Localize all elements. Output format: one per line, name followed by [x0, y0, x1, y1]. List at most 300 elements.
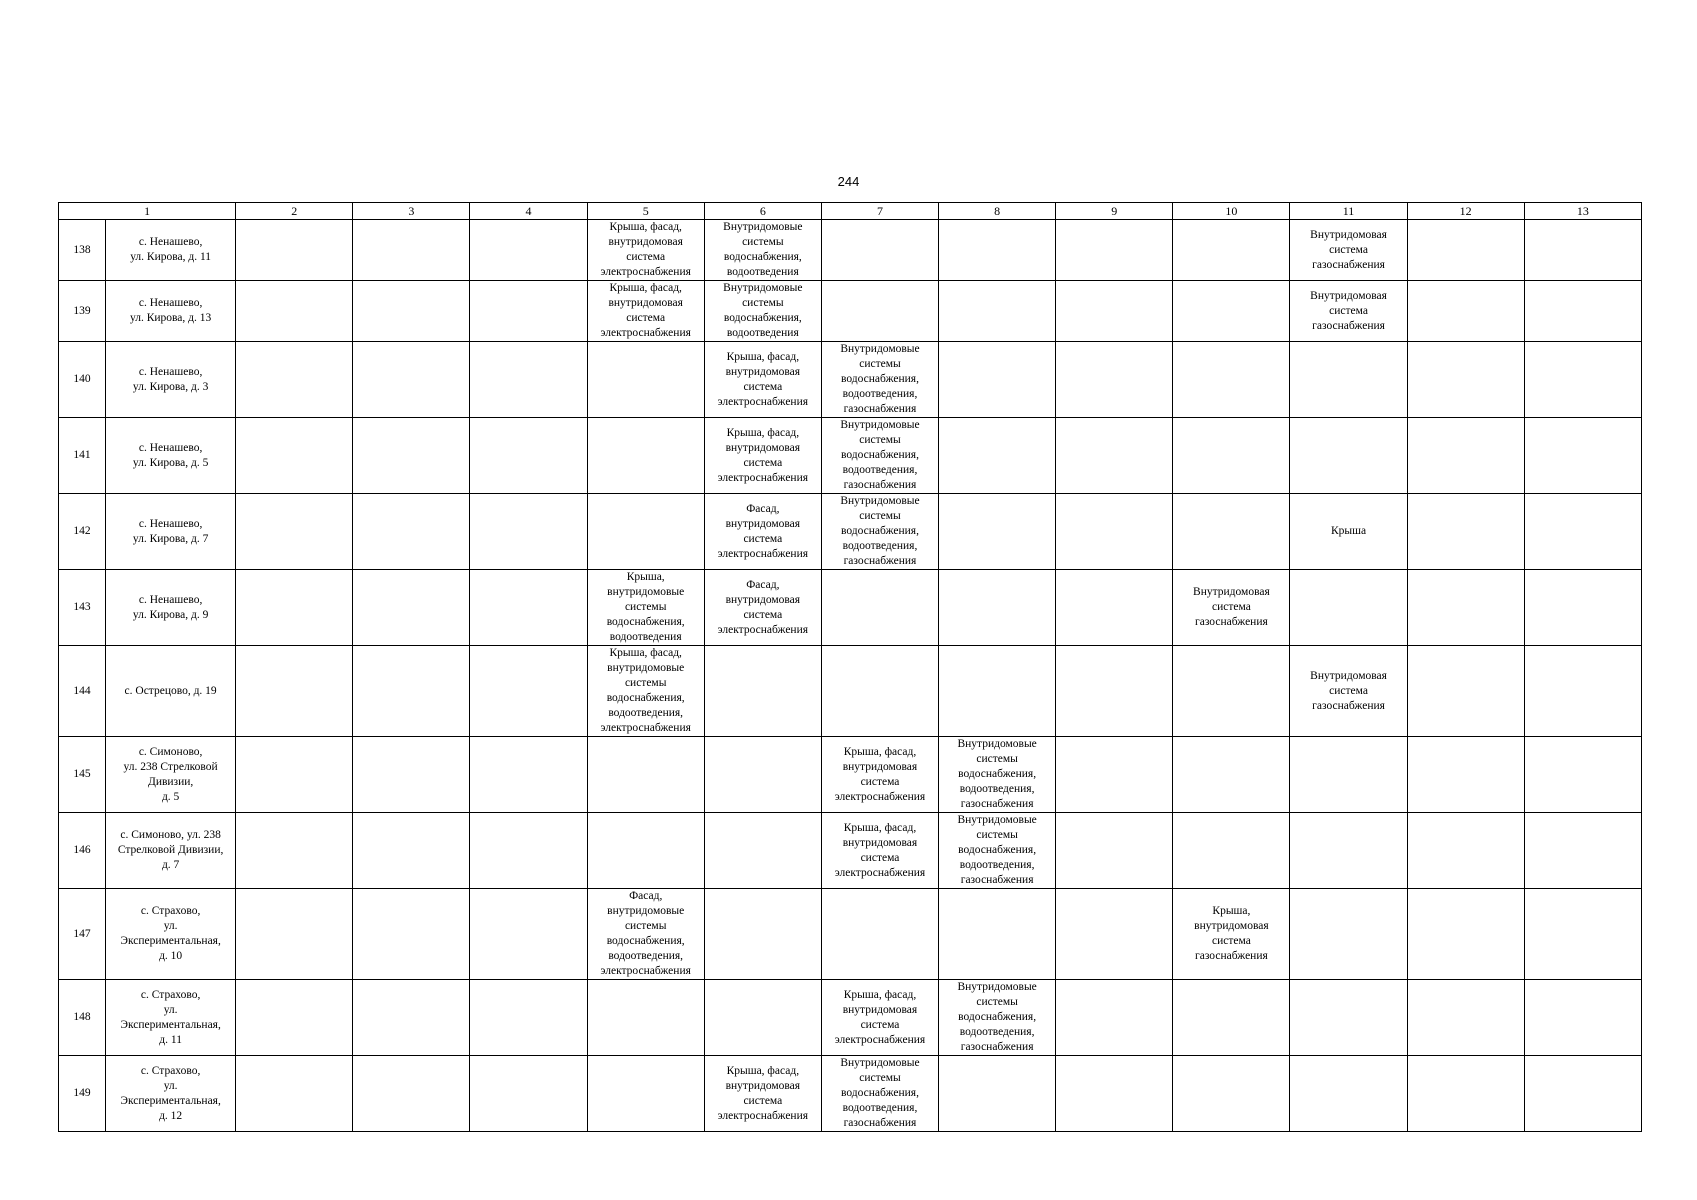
cell-col-3 [353, 1056, 470, 1132]
cell-text-line: Внутридомовые [957, 814, 1037, 826]
cell-text-line: Крыша, [1212, 905, 1251, 917]
cell-text-line: водоснабжения, [723, 312, 802, 324]
cell-col-4 [470, 980, 587, 1056]
cell-text-line: водоснабжения, [958, 1011, 1037, 1023]
cell-text-line: Внутридомовая [1310, 669, 1387, 682]
cell-text-line: Внутридомовые [723, 221, 803, 233]
cell-col-2 [236, 494, 353, 570]
address-cell [106, 342, 236, 418]
column-header-13: 13 [1524, 203, 1641, 220]
cell-text-line: электроснабжения [717, 395, 809, 408]
cell-col-8 [939, 889, 1056, 980]
cell-col-2 [236, 570, 353, 646]
cell-text-line: д. 5 [161, 790, 180, 803]
cell-text-line: газоснабжения [843, 555, 917, 567]
cell-col-6 [704, 342, 821, 418]
cell-col-2 [236, 889, 353, 980]
cell-col-4 [470, 813, 587, 889]
cell-col-8 [939, 418, 1056, 494]
table-row [59, 494, 1642, 570]
cell-text-line: внутридомовые [607, 662, 685, 674]
cell-col-7 [821, 220, 938, 281]
cell-col-2 [236, 646, 353, 737]
cell-text-line: водоснабжения, [840, 1087, 919, 1099]
cell-col-4 [470, 570, 587, 646]
cell-text-line: системы [976, 829, 1018, 841]
cell-text-line: Внутридомовые [840, 495, 920, 507]
cell-text-line: ул. [163, 1003, 178, 1016]
cell-text-line: д. 10 [159, 950, 183, 962]
cell-col-7 [821, 494, 938, 570]
cell-text-line: Внутридомовые [957, 981, 1037, 993]
cell-col-7 [821, 737, 938, 813]
cell-col-4 [470, 281, 587, 342]
cell-col-13 [1524, 220, 1641, 281]
cell-text-line: электроснабжения [834, 866, 926, 879]
cell-col-7 [821, 281, 938, 342]
address-cell [106, 570, 236, 646]
cell-col-6 [704, 570, 821, 646]
cell-col-11 [1290, 980, 1407, 1056]
cell-col-11 [1290, 646, 1407, 737]
cell-text-line: Крыша, фасад, [726, 426, 800, 439]
cell-col-12 [1407, 220, 1524, 281]
address-cell [106, 494, 236, 570]
cell-text-line: электроснабжения [600, 722, 691, 734]
table-row [59, 281, 1642, 342]
cell-col-6 [704, 889, 821, 980]
cell-text-line: системы [624, 601, 667, 613]
cell-col-4 [470, 342, 587, 418]
cell-text-line: с. Ненашево, [138, 236, 203, 248]
cell-text-line: внутридомовая [725, 517, 801, 530]
cell-col-7 [821, 813, 938, 889]
cell-col-4 [470, 646, 587, 737]
cell-text-line: водоотведения, [842, 388, 918, 400]
address-cell [106, 418, 236, 494]
cell-text-line: Внутридомовая [1193, 586, 1270, 598]
cell-col-8 [939, 342, 1056, 418]
cell-col-5 [587, 494, 704, 570]
cell-col-11 [1290, 281, 1407, 342]
cell-text-line: Фасад, [746, 502, 780, 515]
table-body [59, 220, 1642, 1132]
cell-col-13 [1524, 737, 1641, 813]
cell-text-line: система [626, 312, 666, 324]
cell-text-line: газоснабжения [960, 798, 1034, 810]
row-number: 147 [59, 889, 106, 980]
cell-col-12 [1407, 418, 1524, 494]
cell-col-7 [821, 889, 938, 980]
cell-text-line: газоснабжения [1312, 319, 1385, 332]
cell-text-line: ул. [163, 920, 178, 932]
cell-text-line: водоотведения, [608, 707, 684, 719]
cell-col-2 [236, 813, 353, 889]
cell-text-line: внутридомовая [725, 441, 801, 454]
cell-col-5 [587, 220, 704, 281]
cell-text-line: Фасад, [629, 890, 663, 902]
cell-text-line: система [1212, 601, 1251, 613]
cell-text-line: системы [859, 434, 901, 446]
cell-col-8 [939, 737, 1056, 813]
cell-col-5 [587, 646, 704, 737]
row-number: 138 [59, 220, 106, 281]
cell-col-8 [939, 220, 1056, 281]
cell-col-7 [821, 980, 938, 1056]
cell-text-line: система [743, 532, 783, 545]
cell-text-line: Внутридомовые [840, 419, 920, 431]
cell-text-line: внутридомовые [607, 905, 685, 917]
cell-text-line: газоснабжения [843, 479, 917, 491]
cell-text-line: с. Страхово, [140, 905, 201, 917]
cell-text-line: ул. Кирова, д. 3 [132, 380, 209, 393]
cell-col-6 [704, 813, 821, 889]
table-row [59, 646, 1642, 737]
cell-col-11 [1290, 220, 1407, 281]
cell-col-13 [1524, 889, 1641, 980]
cell-col-6 [704, 220, 821, 281]
cell-text-line: ул. Кирова, д. 5 [132, 456, 209, 469]
column-header-3: 3 [353, 203, 470, 220]
cell-text-line: система [743, 456, 783, 469]
cell-col-5 [587, 1056, 704, 1132]
cell-text-line: Крыша, [626, 571, 665, 583]
cell-text-line: Внутридомовые [723, 282, 803, 294]
cell-col-10 [1173, 418, 1290, 494]
cell-text-line: ул. Кирова, д. 9 [132, 608, 209, 621]
cell-text-line: система [1329, 684, 1368, 697]
cell-col-9 [1056, 1056, 1173, 1132]
cell-col-12 [1407, 281, 1524, 342]
cell-col-2 [236, 737, 353, 813]
cell-text-line: Крыша, фасад, [609, 647, 682, 659]
address-cell [106, 980, 236, 1056]
row-number: 149 [59, 1056, 106, 1132]
cell-col-5 [587, 980, 704, 1056]
cell-text-line: Крыша, фасад, [726, 350, 800, 363]
cell-col-13 [1524, 1056, 1641, 1132]
cell-col-13 [1524, 646, 1641, 737]
cell-col-11 [1290, 889, 1407, 980]
cell-col-6 [704, 737, 821, 813]
column-header-9: 9 [1056, 203, 1173, 220]
cell-col-8 [939, 570, 1056, 646]
cell-text-line: с. Симоново, ул. 238 [120, 829, 221, 841]
cell-col-6 [704, 281, 821, 342]
cell-col-7 [821, 570, 938, 646]
cell-text-line: электроснабжения [717, 1109, 809, 1122]
cell-col-7 [821, 1056, 938, 1132]
cell-text-line: система [860, 851, 900, 864]
cell-col-10 [1173, 737, 1290, 813]
cell-col-9 [1056, 418, 1173, 494]
cell-col-12 [1407, 570, 1524, 646]
cell-col-5 [587, 570, 704, 646]
cell-text-line: внутридомовая [842, 760, 918, 773]
cell-text-line: ул. [163, 1079, 178, 1092]
cell-text-line: водоснабжения, [958, 844, 1037, 856]
table-row [59, 813, 1642, 889]
cell-text-line: электроснабжения [834, 1033, 926, 1046]
cell-col-8 [939, 646, 1056, 737]
cell-col-9 [1056, 646, 1173, 737]
cell-text-line: электроснабжения [600, 266, 691, 278]
cell-col-6 [704, 418, 821, 494]
cell-text-line: д. 7 [161, 859, 180, 871]
cell-col-4 [470, 494, 587, 570]
cell-col-9 [1056, 220, 1173, 281]
cell-text-line: внутридомовые [607, 586, 685, 598]
cell-text-line: с. Страхово, [140, 988, 201, 1001]
cell-text-line: ул. Кирова, д. 13 [129, 312, 212, 324]
cell-text-line: Крыша [1330, 525, 1367, 537]
cell-col-13 [1524, 494, 1641, 570]
cell-text-line: водоотведения, [608, 950, 684, 962]
cell-col-13 [1524, 813, 1641, 889]
row-number: 143 [59, 570, 106, 646]
cell-text-line: газоснабжения [1312, 258, 1385, 271]
cell-text-line: Стрелковой Дивизии, [117, 844, 224, 856]
cell-col-10 [1173, 889, 1290, 980]
cell-text-line: ул. 238 Стрелковой [123, 760, 218, 773]
cell-col-11 [1290, 737, 1407, 813]
cell-text-line: водоотведения [726, 266, 799, 278]
cell-text-line: Внутридомовая [1310, 228, 1387, 241]
cell-col-6 [704, 1056, 821, 1132]
cell-text-line: водоотведения [726, 327, 799, 339]
cell-col-8 [939, 813, 1056, 889]
cell-text-line: с. Ненашево, [138, 365, 203, 378]
row-number: 148 [59, 980, 106, 1056]
cell-text-line: система [626, 251, 666, 263]
cell-col-10 [1173, 220, 1290, 281]
cell-col-12 [1407, 813, 1524, 889]
cell-text-line: водоотведения [609, 631, 682, 643]
cell-text-line: газоснабжения [1195, 950, 1268, 962]
cell-text-line: внутридомовая [608, 236, 683, 248]
cell-col-10 [1173, 342, 1290, 418]
cell-col-2 [236, 220, 353, 281]
cell-col-10 [1173, 646, 1290, 737]
cell-col-12 [1407, 494, 1524, 570]
address-cell [106, 813, 236, 889]
cell-col-4 [470, 889, 587, 980]
cell-col-8 [939, 980, 1056, 1056]
cell-text-line: Экспериментальная, [120, 935, 221, 947]
cell-text-line: водоснабжения, [840, 449, 919, 461]
cell-text-line: с. Ненашево, [138, 441, 203, 454]
cell-text-line: Экспериментальная, [120, 1018, 221, 1031]
cell-col-2 [236, 1056, 353, 1132]
cell-text-line: с. Ненашево, [138, 517, 203, 530]
cell-text-line: системы [976, 996, 1018, 1008]
cell-text-line: Внутридомовая [1310, 289, 1387, 302]
cell-col-4 [470, 1056, 587, 1132]
column-number-header-row [59, 203, 1642, 220]
cell-col-6 [704, 494, 821, 570]
cell-col-11 [1290, 418, 1407, 494]
cell-col-11 [1290, 813, 1407, 889]
cell-col-3 [353, 646, 470, 737]
cell-text-line: Крыша, фасад, [726, 1064, 800, 1077]
cell-col-3 [353, 570, 470, 646]
cell-text-line: ул. Кирова, д. 11 [130, 251, 212, 263]
cell-text-line: газоснабжения [960, 874, 1034, 886]
cell-text-line: с. Страхово, [140, 1064, 201, 1077]
cell-col-12 [1407, 342, 1524, 418]
cell-text-line: Экспериментальная, [120, 1094, 221, 1107]
cell-text-line: система [743, 380, 783, 393]
cell-col-3 [353, 889, 470, 980]
cell-col-12 [1407, 1056, 1524, 1132]
cell-text-line: д. 11 [159, 1033, 182, 1046]
cell-col-3 [353, 342, 470, 418]
row-number: 139 [59, 281, 106, 342]
cell-text-line: внутридомовая [842, 1003, 918, 1016]
cell-col-6 [704, 980, 821, 1056]
address-cell [106, 281, 236, 342]
cell-col-13 [1524, 342, 1641, 418]
column-header-6: 6 [704, 203, 821, 220]
cell-col-10 [1173, 813, 1290, 889]
cell-text-line: газоснабжения [843, 1117, 917, 1129]
cell-col-9 [1056, 281, 1173, 342]
cell-text-line: Крыша, фасад, [843, 821, 917, 834]
cell-col-12 [1407, 889, 1524, 980]
cell-text-line: водоснабжения, [723, 251, 802, 263]
cell-text-line: водоснабжения, [840, 525, 919, 537]
cell-col-9 [1056, 737, 1173, 813]
cell-col-7 [821, 418, 938, 494]
table-row [59, 737, 1642, 813]
cell-text-line: внутридомовая [842, 836, 918, 849]
cell-col-11 [1290, 342, 1407, 418]
table-row [59, 889, 1642, 980]
cell-col-12 [1407, 737, 1524, 813]
cell-text-line: система [743, 1094, 783, 1107]
cell-text-line: электроснабжения [717, 471, 809, 484]
column-header-11: 11 [1290, 203, 1407, 220]
cell-text-line: система [860, 775, 900, 788]
cell-col-6 [704, 646, 821, 737]
cell-text-line: водоотведения, [959, 783, 1035, 795]
cell-text-line: системы [742, 236, 784, 248]
address-cell [106, 646, 236, 737]
cell-col-9 [1056, 570, 1173, 646]
column-header-10: 10 [1173, 203, 1290, 220]
column-header-12: 12 [1407, 203, 1524, 220]
cell-col-9 [1056, 980, 1173, 1056]
cell-col-13 [1524, 418, 1641, 494]
cell-text-line: водоотведения, [842, 1102, 918, 1114]
cell-text-line: Внутридомовые [840, 1057, 920, 1069]
cell-text-line: Крыша, фасад, [609, 282, 682, 294]
cell-text-line: с. Острецово, д. 19 [124, 684, 217, 697]
row-number: 144 [59, 646, 106, 737]
repair-schedule-table [58, 202, 1642, 1132]
cell-text-line: водоснабжения, [840, 373, 919, 385]
cell-col-13 [1524, 980, 1641, 1056]
cell-text-line: водоснабжения, [606, 616, 685, 628]
cell-col-5 [587, 281, 704, 342]
column-header-8: 8 [939, 203, 1056, 220]
cell-text-line: водоотведения, [959, 859, 1035, 871]
cell-text-line: электроснабжения [600, 327, 691, 339]
address-cell [106, 737, 236, 813]
cell-text-line: с. Ненашево, [138, 593, 203, 606]
cell-text-line: системы [859, 1072, 901, 1084]
cell-col-3 [353, 813, 470, 889]
column-header-2: 2 [236, 203, 353, 220]
cell-text-line: водоотведения, [959, 1026, 1035, 1038]
cell-col-3 [353, 418, 470, 494]
cell-col-7 [821, 342, 938, 418]
cell-text-line: Дивизии, [147, 775, 194, 788]
cell-col-2 [236, 281, 353, 342]
cell-text-line: системы [624, 920, 667, 932]
cell-col-4 [470, 220, 587, 281]
cell-text-line: с. Симоново, [138, 745, 203, 758]
cell-col-11 [1290, 570, 1407, 646]
table-row [59, 418, 1642, 494]
cell-col-10 [1173, 494, 1290, 570]
cell-col-3 [353, 494, 470, 570]
row-number: 142 [59, 494, 106, 570]
cell-col-8 [939, 281, 1056, 342]
cell-col-2 [236, 980, 353, 1056]
cell-col-5 [587, 418, 704, 494]
cell-col-5 [587, 342, 704, 418]
cell-text-line: электроснабжения [834, 790, 926, 803]
cell-text-line: системы [859, 358, 901, 370]
cell-col-9 [1056, 494, 1173, 570]
cell-text-line: Крыша, фасад, [609, 221, 682, 233]
cell-text-line: система [860, 1018, 900, 1031]
row-number: 145 [59, 737, 106, 813]
cell-text-line: Внутридомовые [840, 343, 920, 355]
cell-text-line: внутридомовая [725, 1079, 801, 1092]
cell-text-line: газоснабжения [843, 403, 917, 415]
cell-text-line: Крыша, фасад, [843, 745, 917, 758]
cell-col-8 [939, 1056, 1056, 1132]
cell-text-line: ул. Кирова, д. 7 [132, 532, 209, 545]
column-header-5: 5 [587, 203, 704, 220]
row-number: 140 [59, 342, 106, 418]
cell-text-line: газоснабжения [1312, 699, 1385, 712]
cell-col-12 [1407, 980, 1524, 1056]
cell-text-line: система [1329, 243, 1368, 256]
cell-text-line: водоснабжения, [958, 768, 1037, 780]
column-header-7: 7 [821, 203, 938, 220]
cell-col-7 [821, 646, 938, 737]
cell-text-line: внутридомовая [1194, 920, 1269, 932]
cell-text-line: электроснабжения [717, 623, 809, 636]
cell-col-3 [353, 220, 470, 281]
cell-text-line: Внутридомовые [957, 738, 1037, 750]
cell-col-9 [1056, 813, 1173, 889]
column-header-4: 4 [470, 203, 587, 220]
cell-col-3 [353, 281, 470, 342]
cell-text-line: электроснабжения [600, 965, 691, 977]
cell-col-5 [587, 889, 704, 980]
cell-col-4 [470, 737, 587, 813]
cell-col-5 [587, 813, 704, 889]
table-row [59, 570, 1642, 646]
cell-col-10 [1173, 570, 1290, 646]
cell-text-line: внутридомовая [725, 593, 801, 606]
cell-text-line: система [1329, 304, 1368, 317]
cell-text-line: системы [859, 510, 901, 522]
